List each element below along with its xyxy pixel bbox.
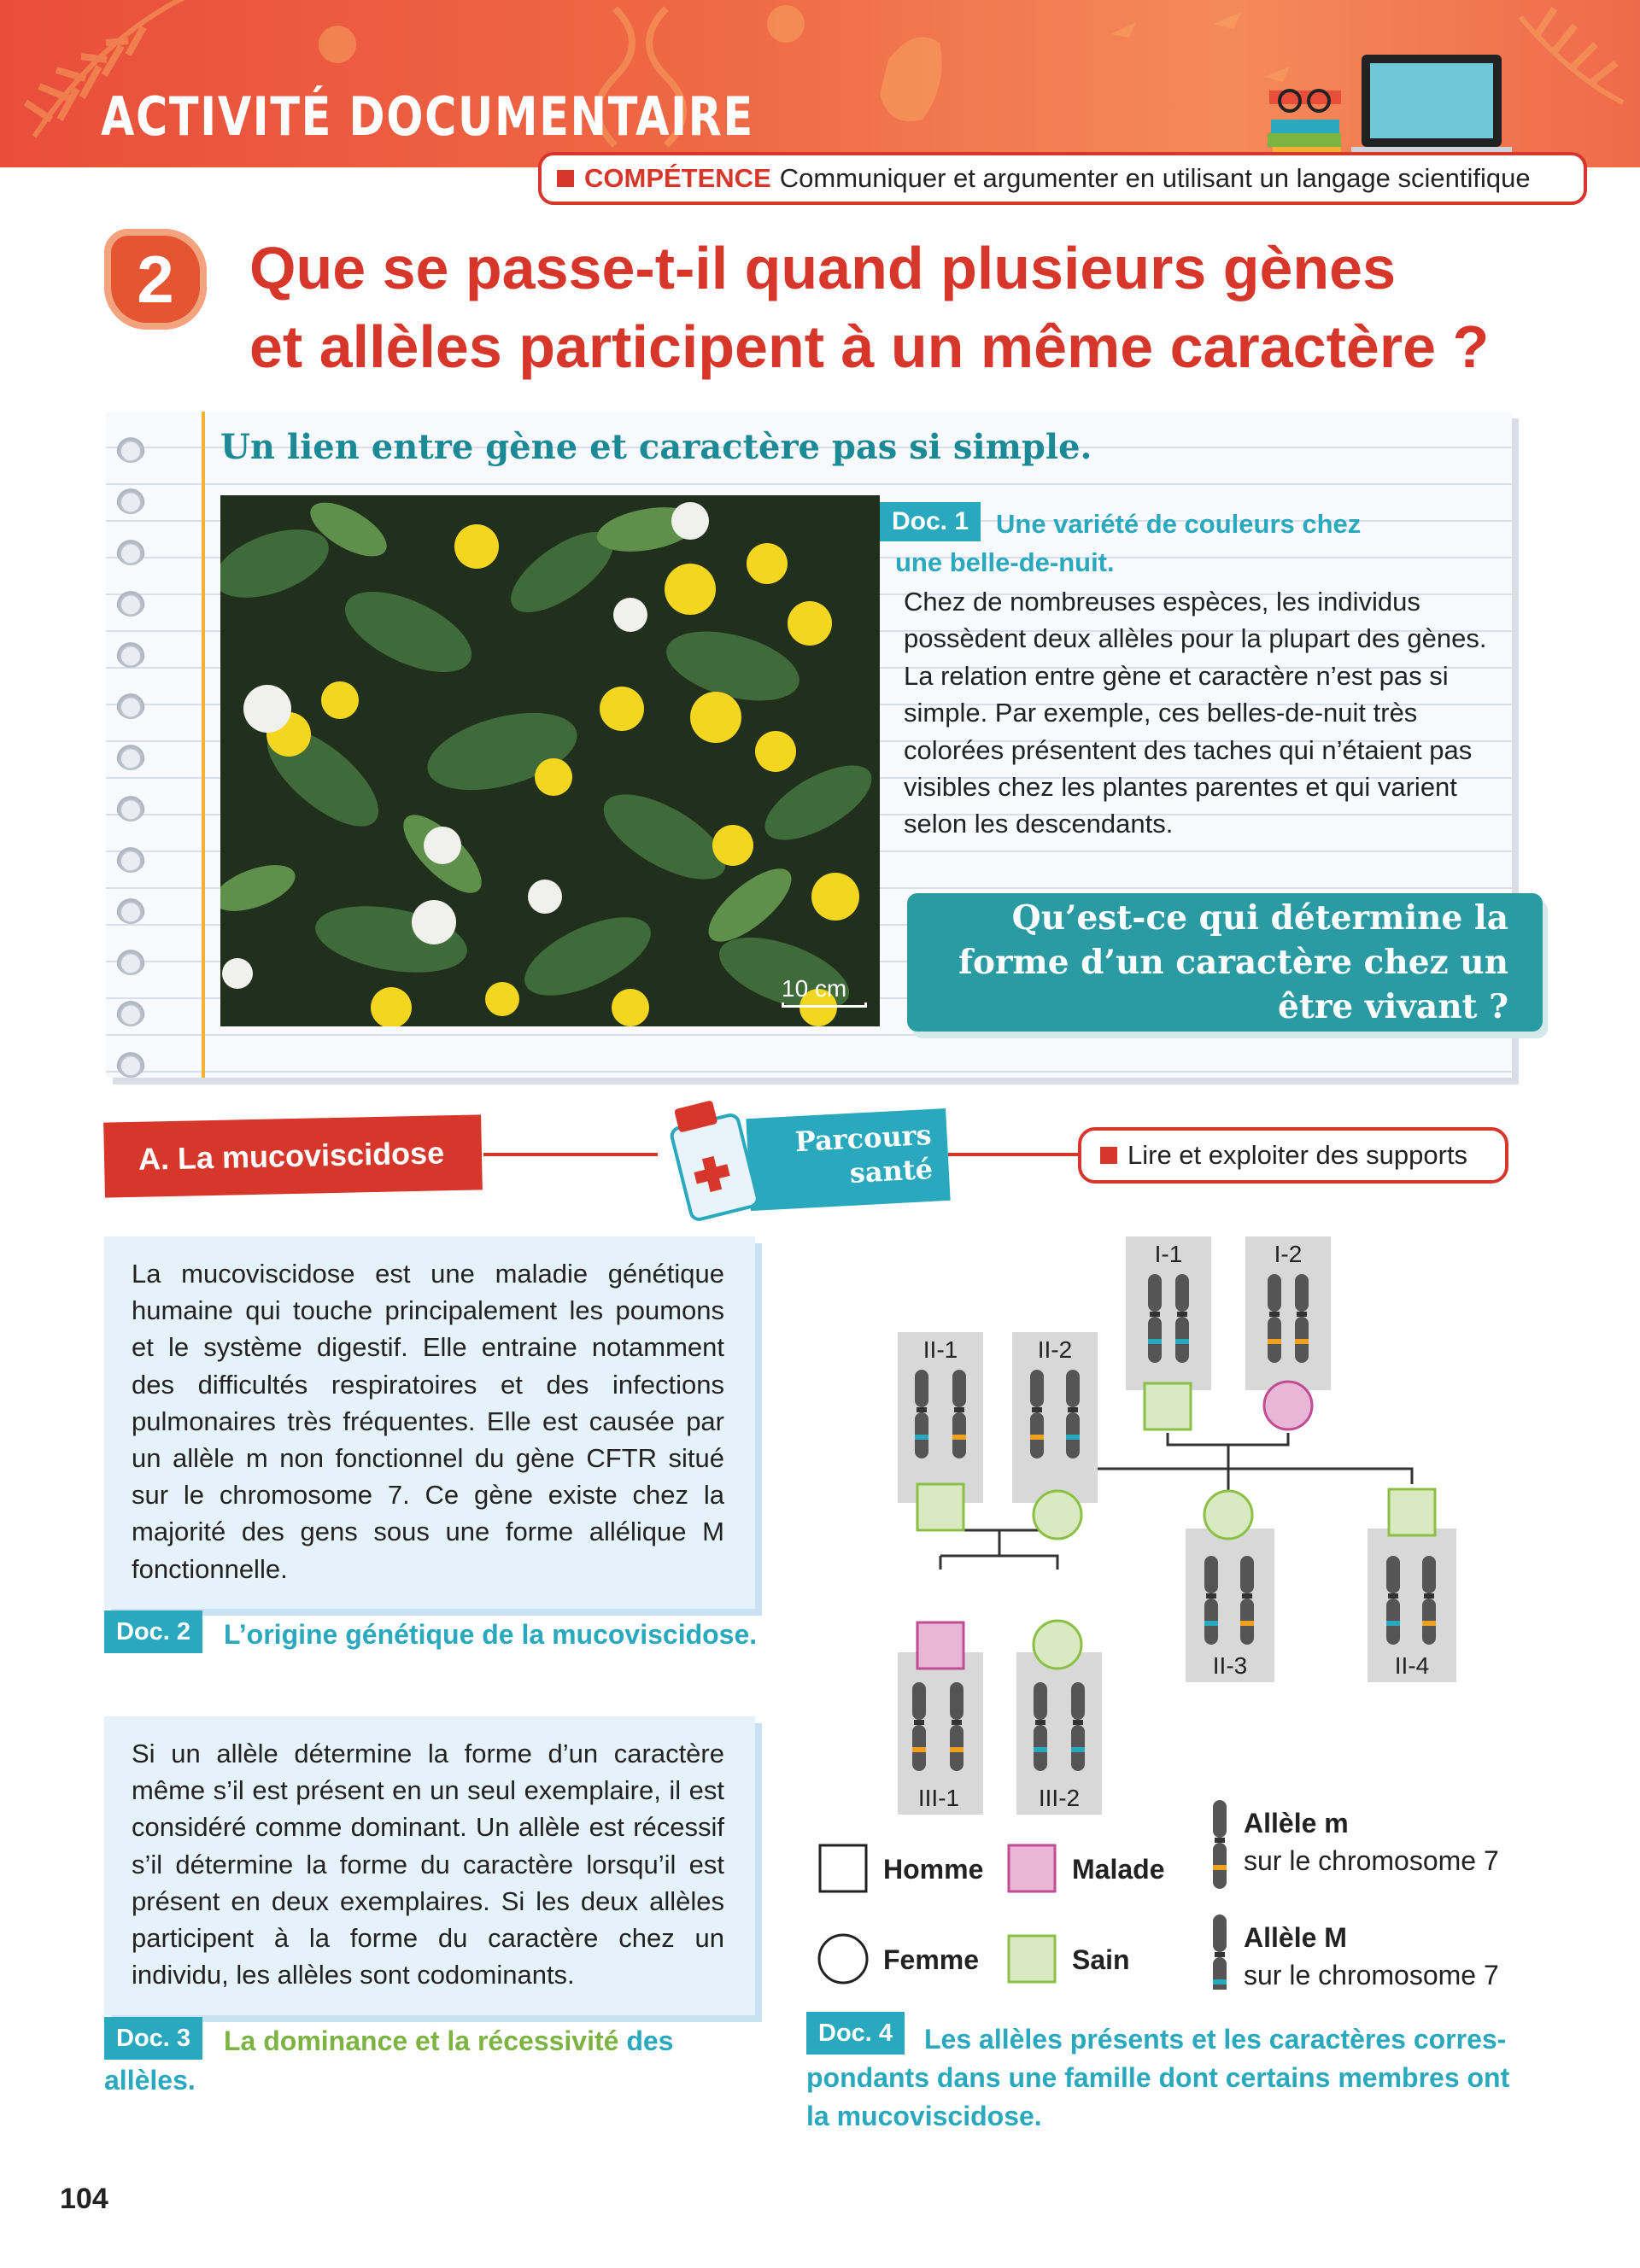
ring-icon bbox=[116, 844, 145, 873]
competence-text: Communiquer et argumenter en utilisant un langage scientifique bbox=[779, 163, 1531, 193]
individual-II-4 bbox=[1368, 1489, 1456, 1682]
section-divider bbox=[483, 1153, 658, 1156]
individual-I-1 bbox=[1126, 1236, 1211, 1429]
ring-icon bbox=[116, 536, 145, 565]
legend-malade-icon bbox=[1009, 1845, 1055, 1891]
label-III-1: III-1 bbox=[917, 1785, 960, 1811]
label-II-2: II-2 bbox=[1037, 1336, 1073, 1363]
activity-number-badge: 2 bbox=[104, 229, 207, 330]
parcours-sante-tag bbox=[746, 1108, 950, 1211]
notebook-heading: Un lien entre gène et caractère pas si simple. bbox=[220, 427, 1092, 467]
legend-allele-m-chromosome bbox=[1213, 1800, 1227, 1889]
doc3-title-teal: des bbox=[618, 2025, 674, 2056]
doc3-title-green: La dominance et la récessivité bbox=[224, 2025, 619, 2056]
competence-label: COMPÉTENCE bbox=[584, 163, 771, 193]
notebook-margin-line bbox=[202, 412, 205, 1078]
competence-box bbox=[538, 152, 1587, 205]
doc3-title bbox=[224, 2025, 673, 2057]
ring-icon bbox=[116, 587, 145, 617]
legend-allele-M-sub: sur le chromosome 7 bbox=[1244, 1960, 1499, 1990]
bullet-square-icon bbox=[557, 170, 574, 187]
legend-sain: Sain bbox=[1072, 1944, 1130, 1975]
books-icon bbox=[1268, 91, 1341, 161]
page-title bbox=[249, 229, 1582, 386]
legend-allele-M-title: Allèle M bbox=[1244, 1922, 1347, 1953]
doc4-title-line1: Les allèles présents et les caractères corres- bbox=[924, 2024, 1507, 2055]
ring-icon bbox=[116, 997, 145, 1026]
individual-II-2 bbox=[1012, 1332, 1098, 1539]
question-text: Qu’est-ce qui détermine la forme d’un caractère chez un être vivant ? bbox=[958, 898, 1508, 1026]
individual-I-2 bbox=[1245, 1236, 1331, 1429]
individual-II-1 bbox=[898, 1332, 983, 1530]
scale-bar bbox=[782, 1002, 867, 1008]
doc1-title-line1: Une variété de couleurs chez bbox=[996, 509, 1362, 539]
doc4-title-line2: pondants dans une famille dont certains membres ont bbox=[806, 2062, 1510, 2093]
question-box bbox=[907, 893, 1543, 1032]
laptop-icon bbox=[1351, 55, 1512, 155]
legend-malade: Malade bbox=[1072, 1854, 1165, 1885]
label-I-2: I-2 bbox=[1274, 1241, 1303, 1267]
legend bbox=[819, 1800, 1499, 1990]
doc4-title-line3: la mucoviscidose. bbox=[806, 2101, 1042, 2131]
parcours-line1: Parcours bbox=[794, 1118, 933, 1159]
ring-icon bbox=[116, 1049, 145, 1078]
doc1-text: Chez de nombreuses espèces, les individus possèdent deux allèles pour la plupart des gènes. La relation entre gène et caractère n’est pas si simple. Par exemple, ces belles-de-nuit très colorées présentent des taches qui n’étaient pas visibles chez les plantes parentes et qui varient selon les descendants. bbox=[904, 587, 1487, 839]
ring-icon bbox=[116, 485, 145, 514]
doc3-tag: Doc. 3 bbox=[104, 2017, 202, 2060]
ring-icon bbox=[116, 690, 145, 719]
legend-femme: Femme bbox=[883, 1944, 980, 1975]
legend-allele-M-chromosome bbox=[1213, 1914, 1227, 1990]
banner-title: ACTIVITÉ DOCUMENTAIRE bbox=[101, 85, 754, 148]
doc2-textbox bbox=[104, 1236, 755, 1609]
title-line-1: Que se passe-t-il quand plusieurs gènes bbox=[249, 235, 1397, 301]
label-II-4: II-4 bbox=[1394, 1652, 1430, 1679]
doc3-title-line2: allèles. bbox=[104, 2065, 196, 2096]
ring-icon bbox=[116, 639, 145, 668]
legend-sain-icon bbox=[1009, 1936, 1055, 1982]
doc2-text: La mucoviscidose est une maladie génétique humaine qui touche principalement les poumons et le système digestif. Elle entraine notamment des difficultés respiratoires et des infections pulmonaires très fréquentes. Elle est causée par un allèle m non fonctionnel du gène CFTR situé sur le chromosome 7. Ce gène existe chez la majorité des gens sous une forme allélique M fonctionnelle. bbox=[132, 1259, 724, 1584]
label-I-1: I-1 bbox=[1154, 1241, 1183, 1267]
individual-III-1 bbox=[898, 1622, 983, 1815]
legend-allele-m-title: Allèle m bbox=[1244, 1808, 1349, 1838]
doc2-tag: Doc. 2 bbox=[104, 1610, 202, 1653]
label-II-1: II-1 bbox=[922, 1336, 958, 1363]
ring-icon bbox=[116, 895, 145, 924]
ring-icon bbox=[116, 946, 145, 975]
doc2-title: L’origine génétique de la mucoviscidose. bbox=[224, 1619, 758, 1650]
ring-icon bbox=[116, 741, 145, 770]
doc4-tag: Doc. 4 bbox=[806, 2012, 905, 2055]
pedigree-diagram bbox=[769, 1221, 1623, 1990]
scale-label: 10 cm bbox=[782, 975, 847, 1002]
pedigree-lines bbox=[940, 1433, 1412, 1569]
individual-III-2 bbox=[1016, 1621, 1102, 1815]
page-number: 104 bbox=[60, 2183, 108, 2215]
doc1-title-line2: une belle-de-nuit. bbox=[895, 547, 1115, 577]
label-II-3: II-3 bbox=[1212, 1652, 1248, 1679]
legend-allele-m-sub: sur le chromosome 7 bbox=[1244, 1845, 1499, 1876]
label-III-2: III-2 bbox=[1038, 1785, 1081, 1811]
legend-homme: Homme bbox=[883, 1854, 984, 1885]
doc1-tag: Doc. 1 bbox=[880, 502, 981, 541]
ring-icon bbox=[116, 434, 145, 463]
medicine-bottle-icon bbox=[663, 1096, 774, 1225]
doc3-textbox bbox=[104, 1716, 755, 2015]
parcours-line2: santé bbox=[848, 1152, 934, 1190]
doc4-title-rest bbox=[806, 2059, 1575, 2136]
flowers-photo bbox=[220, 495, 880, 1026]
flowers-illustration bbox=[220, 495, 880, 1026]
individual-II-3 bbox=[1186, 1491, 1274, 1682]
section-a-title: A. La mucoviscidose bbox=[103, 1114, 483, 1197]
legend-homme-icon bbox=[820, 1845, 866, 1891]
ring-icon bbox=[116, 792, 145, 821]
section-divider bbox=[948, 1153, 1081, 1156]
skill-box bbox=[1078, 1127, 1508, 1184]
bullet-square-icon bbox=[1100, 1147, 1117, 1164]
skill-text: Lire et exploiter des supports bbox=[1128, 1140, 1468, 1170]
legend-femme-icon bbox=[819, 1935, 867, 1983]
title-line-2: et allèles participent à un même caractère ? bbox=[249, 313, 1490, 380]
doc3-text: Si un allèle détermine la forme d’un caractère même s’il est présent en un seul exemplaire, il est considéré comme dominant. Un allèle est récessif s’il détermine la forme du caractère lorsqu’il est présent en deux exemplaires. Si les deux allèles participent à la forme du caractère chez un individu, les allèles sont codominants. bbox=[132, 1739, 724, 1990]
